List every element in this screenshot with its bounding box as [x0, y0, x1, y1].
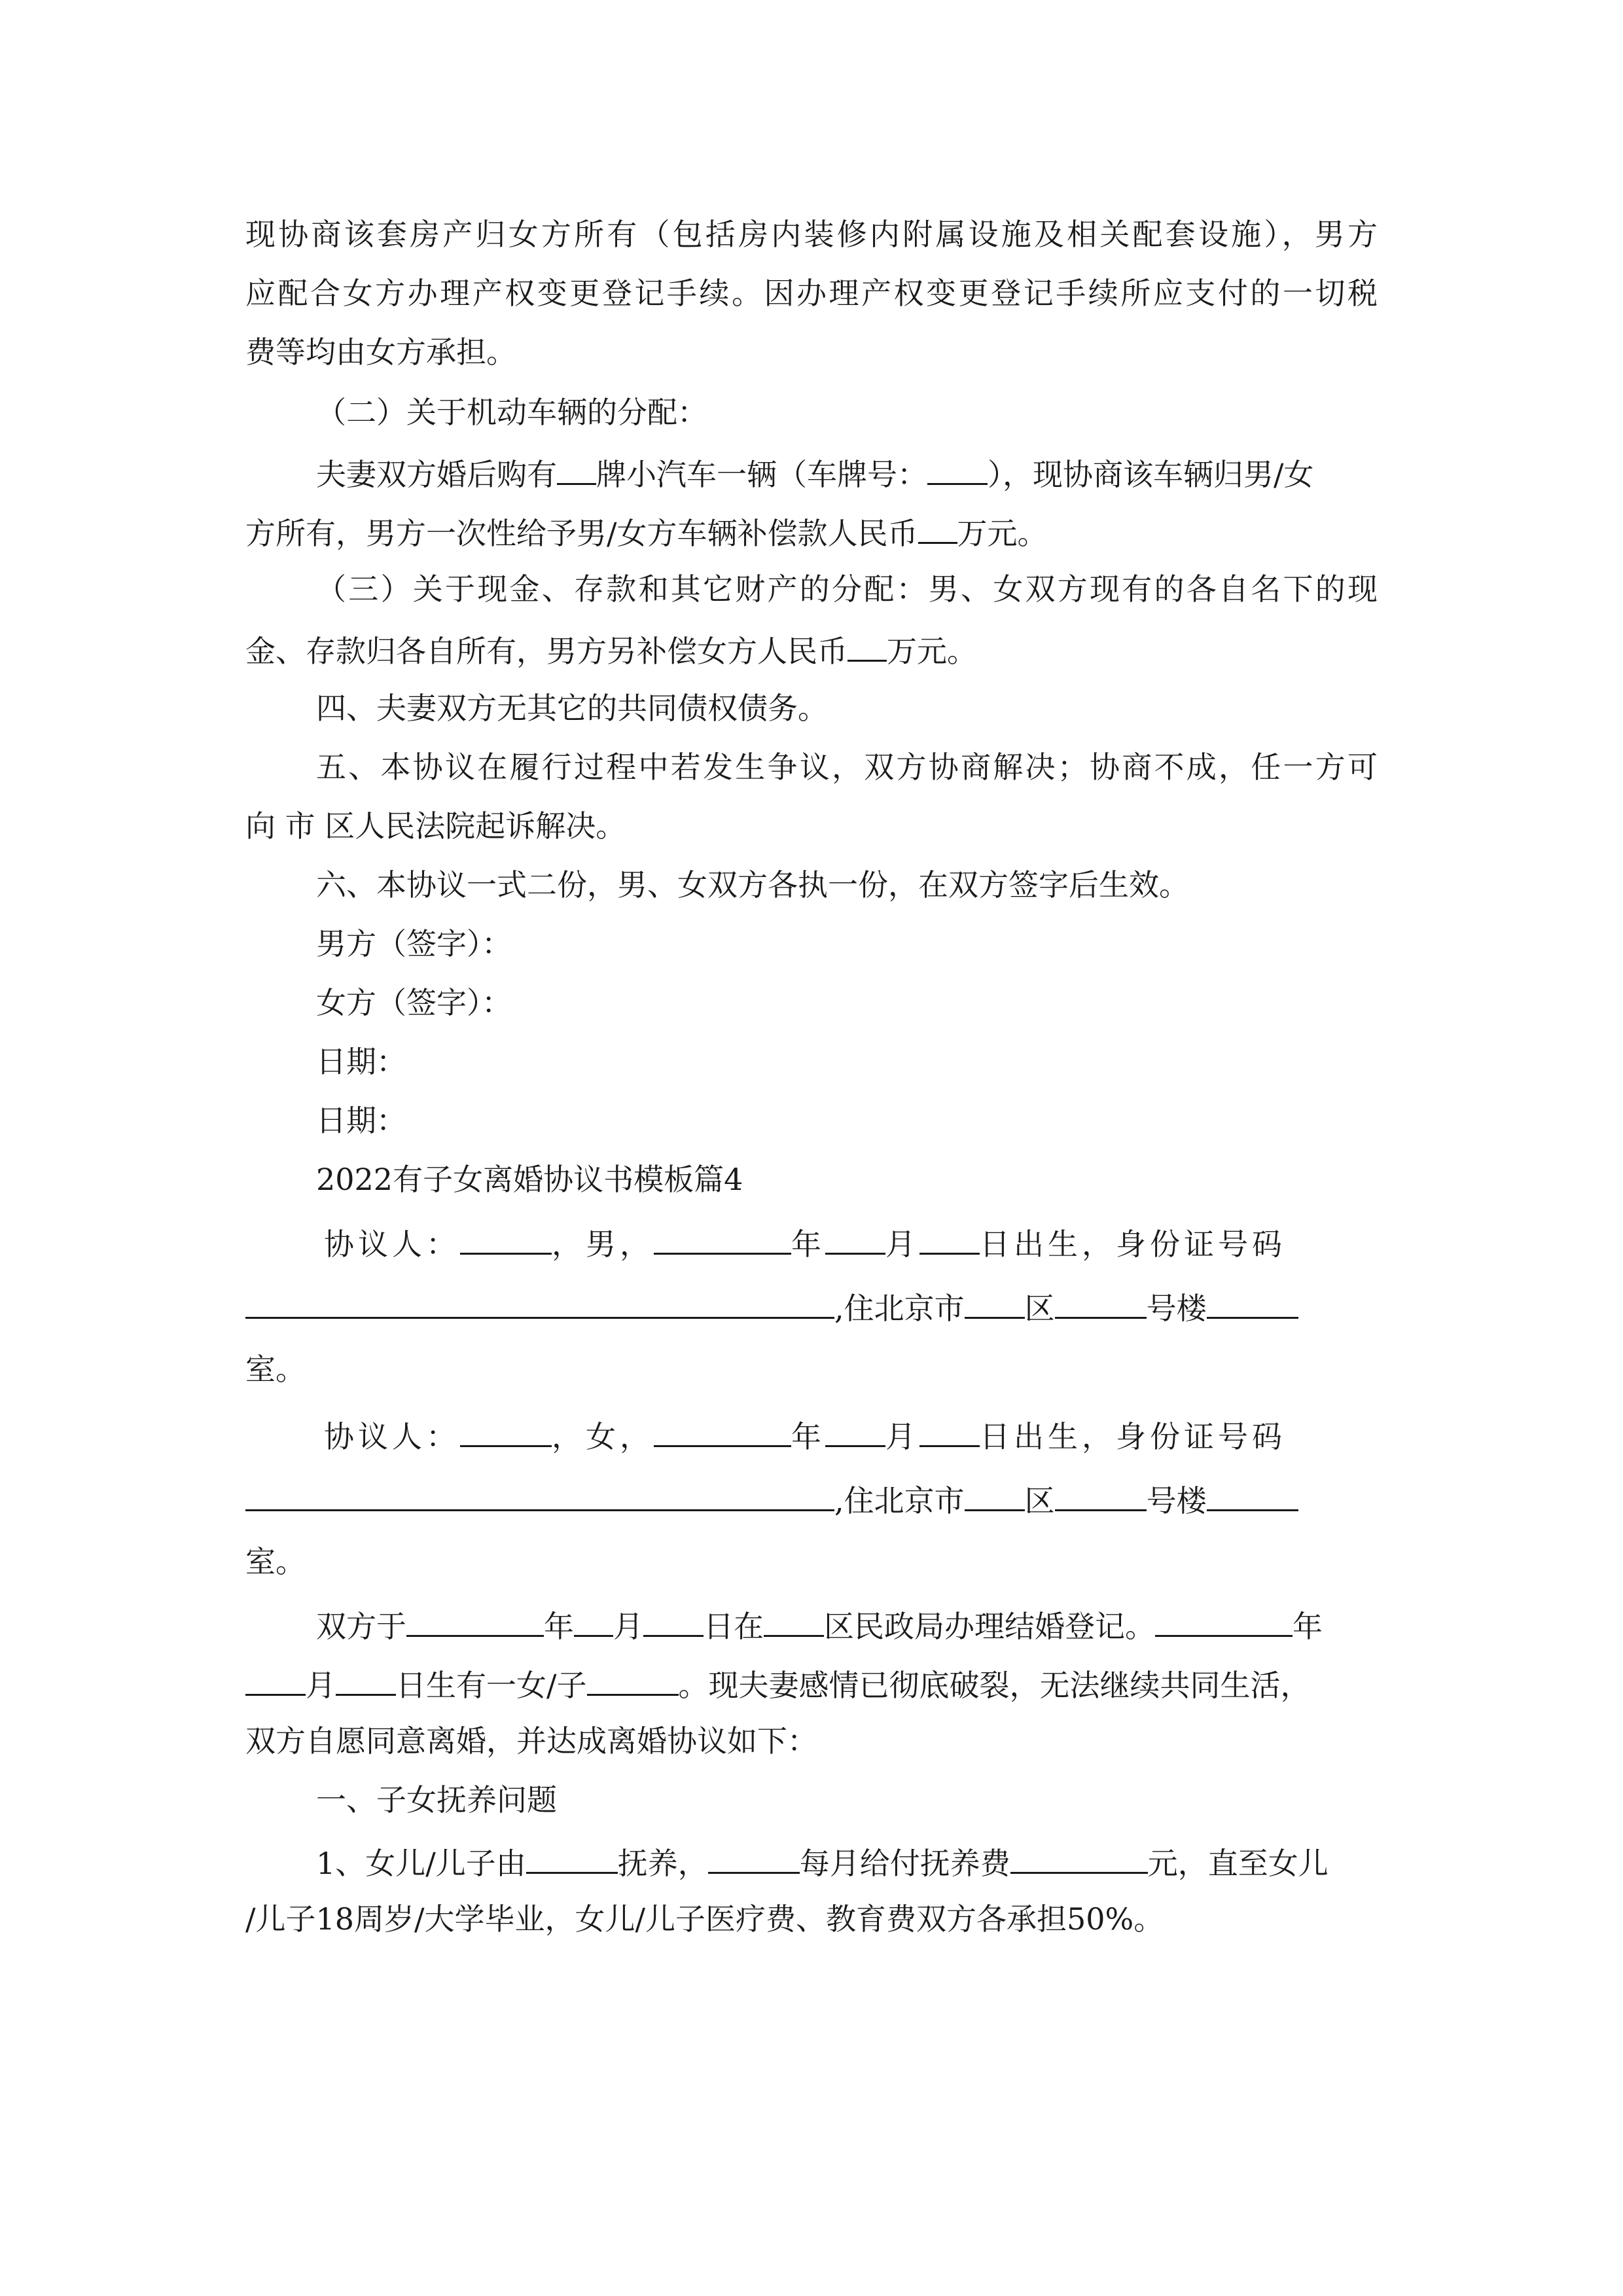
child-heading: 一、子女抚养问题 — [316, 1782, 557, 1818]
cash-clause-line-1: （三）关于现金、存款和其它财产的分配：男、女双方现有的各自名下的现 — [316, 571, 1378, 607]
party-2-room-blank — [1207, 1478, 1298, 1511]
party-1-id-number-blank — [245, 1285, 834, 1319]
party-2-line-2: ,住北京市 区 号楼 — [245, 1478, 1298, 1520]
party-2-day-blank — [919, 1414, 980, 1447]
date-label-1: 日期： — [316, 1044, 406, 1079]
child-birth-day-blank — [336, 1662, 396, 1696]
property-clause-line-2: 应配合女方办理产权变更登记手续。因办理产权变更登记手续所应支付的一切税 — [245, 276, 1378, 311]
date-label-2: 日期： — [316, 1103, 406, 1138]
female-signature-label: 女方（签字）： — [316, 985, 512, 1020]
party-1-day-blank — [919, 1221, 980, 1255]
marriage-line-2: 月 日生有一女/子 。现夫妻感情已彻底破裂，无法继续共同生活， — [245, 1662, 1311, 1705]
marriage-day-blank — [643, 1604, 704, 1637]
child-clause-line-1: 1、女儿/儿子由 抚养， 每月给付抚养费 元，直至女儿 — [316, 1840, 1329, 1883]
child-name-blank — [587, 1662, 679, 1696]
clause-4: 四、夫妻双方无其它的共同债权债务。 — [316, 691, 828, 726]
party-2-line-3: 室。 — [245, 1544, 306, 1579]
brand-blank — [557, 452, 596, 485]
child-clause-line-2: /儿子18周岁/大学毕业，女儿/儿子医疗费、教育费双方各承担50%。 — [245, 1901, 1164, 1937]
marriage-line-1: 双方于 年 月 日在 区民政局办理结婚登记。 年 — [316, 1604, 1323, 1646]
plate-number-blank — [927, 452, 988, 485]
child-birth-year-blank — [1155, 1604, 1293, 1637]
vehicle-line-2: 方所有，男方一次性给予男/女方车辆补偿款人民币 万元。 — [245, 511, 1048, 553]
party-1-line-3: 室。 — [245, 1352, 306, 1387]
clause-6: 六、本协议一式二份，男、女双方各执一份，在双方签字后生效。 — [316, 867, 1189, 903]
support-amount-blank — [1010, 1840, 1148, 1874]
party-2-year-blank — [654, 1414, 791, 1447]
section-title: 2022有子女离婚协议书模板篇4 — [316, 1162, 743, 1197]
party-1-room-blank — [1207, 1285, 1298, 1319]
child-birth-month-blank — [245, 1662, 306, 1696]
clause-5-line-2: 向 市 区人民法院起诉解决。 — [245, 808, 626, 844]
custodian-blank — [526, 1840, 618, 1874]
property-clause-line-3: 费等均由女方承担。 — [245, 334, 516, 370]
male-signature-label: 男方（签字）： — [316, 926, 512, 961]
party-2-district-blank — [965, 1478, 1025, 1511]
payer-blank — [708, 1840, 800, 1874]
cash-compensation-blank — [847, 628, 887, 662]
party-1-year-blank — [654, 1221, 791, 1255]
property-clause-line-1: 现协商该套房产归女方所有（包括房内装修内附属设施及相关配套设施），男方 — [245, 217, 1378, 252]
party-2-building-blank — [1055, 1478, 1147, 1511]
party-1-name-blank — [460, 1221, 552, 1255]
party-2-month-blank — [825, 1414, 885, 1447]
marriage-year-blank — [406, 1604, 544, 1637]
clause-5-line-1: 五、本协议在履行过程中若发生争议，双方协商解决；协商不成，任一方可 — [316, 749, 1378, 785]
marriage-district-blank — [764, 1604, 824, 1637]
party-2-name-blank — [460, 1414, 552, 1447]
vehicle-compensation-blank — [918, 511, 957, 544]
party-1-building-blank — [1055, 1285, 1147, 1319]
party-2-id-number-blank — [245, 1478, 834, 1511]
vehicle-line-1: 夫妻双方婚后购有 牌小汽车一辆（车牌号： ），现协商该车辆归男/女 — [316, 452, 1314, 494]
party-2-line-1: 协议人： ，女， 年 月 日出生，身份证号码 — [324, 1414, 1286, 1456]
marriage-line-3: 双方自愿同意离婚，并达成离婚协议如下： — [245, 1723, 817, 1759]
marriage-month-blank — [574, 1604, 613, 1637]
vehicle-heading: （二）关于机动车辆的分配： — [316, 395, 707, 430]
party-1-district-blank — [965, 1285, 1025, 1319]
cash-clause-line-2: 金、存款归各自所有，男方另补偿女方人民币 万元。 — [245, 628, 977, 671]
party-1-line-1: 协议人： ，男， 年 月 日出生，身份证号码 — [324, 1221, 1286, 1264]
party-1-month-blank — [825, 1221, 885, 1255]
party-1-line-2: ,住北京市 区 号楼 — [245, 1285, 1298, 1328]
